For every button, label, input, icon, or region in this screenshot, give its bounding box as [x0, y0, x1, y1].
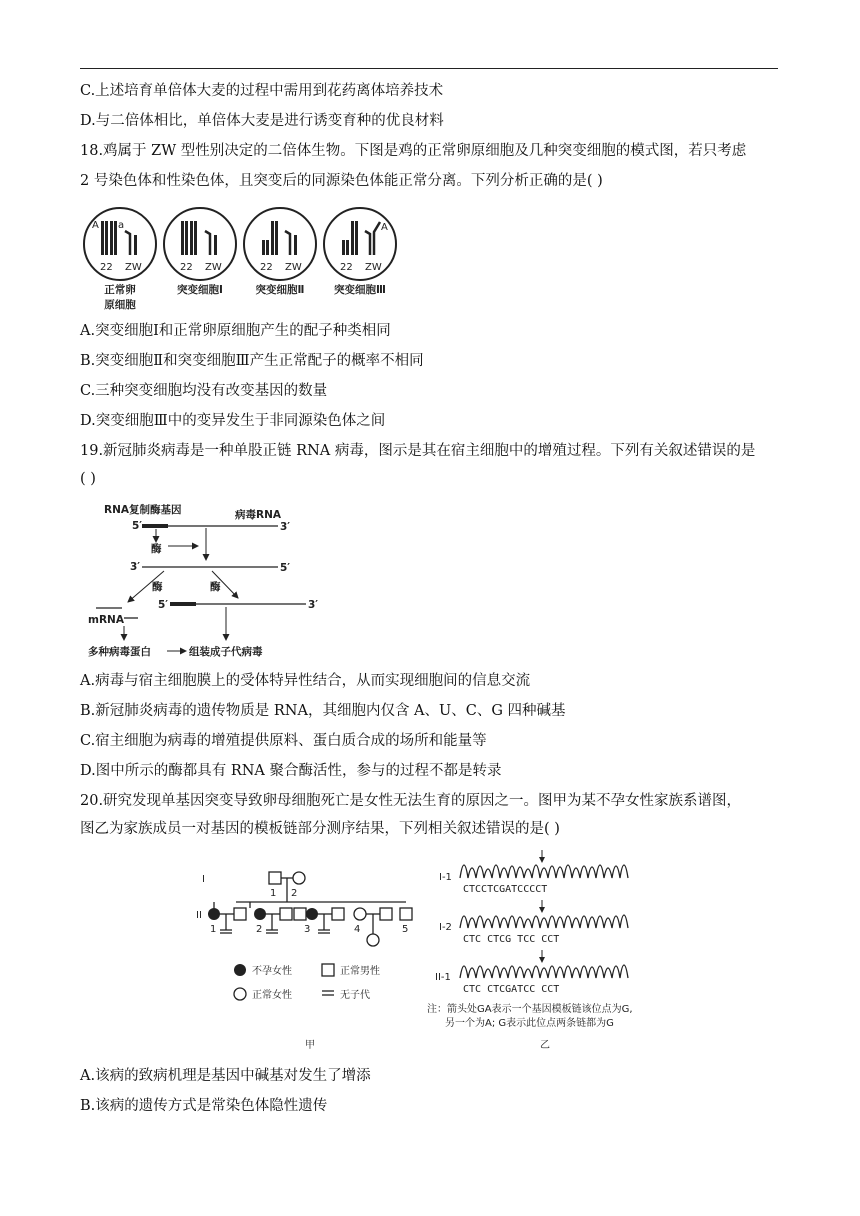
generation-II-label: II: [196, 910, 202, 921]
trace-I-2: [439, 900, 628, 945]
option-c-18: C.三种突变细胞均没有改变基因的数量: [80, 383, 328, 399]
figure-jia-label: 甲: [305, 1040, 315, 1051]
question-19-stem: 19.新冠肺炎病毒是一种单股正链 RNA 病毒，图示是其在宿主细胞中的增殖过程。下列有关叙述错误的是: [80, 443, 756, 459]
option-c-17: C.上述培育单倍体大麦的过程中需用到花药离体培养技术: [80, 83, 444, 99]
trace-label: I-1: [439, 872, 452, 883]
ind-num: 5: [402, 924, 409, 935]
end-5-label: 5′: [158, 599, 169, 611]
assemble-label: 组装成子代病毒: [189, 646, 263, 658]
option-a-18: A.突变细胞Ⅰ和正常卵原细胞产生的配子种类相同: [80, 323, 391, 339]
viral-proteins-label: 多种病毒蛋白: [88, 646, 151, 658]
end-3-label: 3′: [130, 561, 141, 573]
chrom-22-label: 22: [180, 262, 193, 273]
rna-replicase-gene-label: RNA复制酶基因: [104, 504, 182, 516]
ind-num: 2: [256, 924, 263, 935]
question-20-stem-cont: 图乙为家族成员一对基因的模板链部分测序结果，下列相关叙述错误的是( ): [80, 821, 560, 837]
question-20-stem: 20.研究发现单基因突变导致卵母细胞死亡是女性无法生育的原因之一。图甲为某不孕女性家族系谱图，: [80, 793, 742, 809]
cell-chromosome-figure: [80, 204, 410, 316]
end-5-label: 5′: [280, 562, 291, 574]
option-d-18: D.突变细胞Ⅲ中的变异发生于非同源染色体之间: [80, 413, 386, 429]
mrna-label: mRNA: [88, 614, 124, 626]
cell-mutant-3: [324, 208, 396, 280]
trace-I-1: [439, 850, 628, 895]
legend-no-offspring: 无子代: [340, 990, 370, 1001]
virus-rna-label: 病毒RNA: [235, 509, 281, 521]
option-a-20: A.该病的致病机理是基因中碱基对发生了增添: [80, 1068, 371, 1084]
chrom-zw-label: ZW: [365, 262, 382, 273]
option-c-19: C.宿主细胞为病毒的增殖提供原料、蛋白质合成的场所和能量等: [80, 733, 487, 749]
allele-A-label: A: [381, 222, 388, 233]
trace-sequence: CTC CTCG TCC CCT: [463, 934, 560, 945]
chrom-zw-label: ZW: [205, 262, 222, 273]
allele-A-label: A: [92, 220, 99, 231]
legend-normal-male: 正常男性: [340, 966, 380, 977]
legend-infertile-female: 不孕女性: [252, 966, 292, 977]
allele-a-label: a: [118, 220, 125, 231]
end-5-label: 5′: [132, 520, 143, 532]
enzyme-label: 酶: [152, 581, 163, 593]
enzyme-label: 酶: [210, 581, 221, 593]
cell-normal: [84, 208, 156, 280]
trace-label: I-2: [439, 922, 452, 933]
question-19-stem-cont: ( ): [80, 471, 96, 487]
option-b-20: B.该病的遗传方式是常染色体隐性遗传: [80, 1098, 328, 1114]
trace-note-1: 注：箭头处GA表示一个基因模板链该位点为G,: [427, 1004, 633, 1015]
option-b-18: B.突变细胞Ⅱ和突变细胞Ⅲ产生正常配子的概率不相同: [80, 353, 424, 369]
pedigree-chart: [190, 852, 420, 1052]
option-b-19: B.新冠肺炎病毒的遗传物质是 RNA，其细胞内仅含 A、U、C、G 四种碱基: [80, 703, 566, 719]
chrom-22-label: 22: [260, 262, 273, 273]
ind-num: 3: [304, 924, 311, 935]
option-d-19: D.图中所示的酶都具有 RNA 聚合酶活性，参与的过程不都是转录: [80, 763, 502, 779]
end-3-label: 3′: [280, 521, 291, 533]
question-18-stem-cont: 2 号染色体和性染色体，且突变后的同源染色体能正常分离。下列分析正确的是( ): [80, 173, 603, 189]
chrom-22-label: 22: [340, 262, 353, 273]
option-d-17: D.与二倍体相比，单倍体大麦是进行诱变育种的优良材料: [80, 113, 444, 129]
end-3-label: 3′: [308, 599, 319, 611]
enzyme-label: 酶: [151, 543, 162, 555]
cell-caption: 突变细胞Ⅱ: [255, 284, 305, 296]
legend-normal-female: 正常女性: [252, 990, 292, 1001]
cell-mutant-1: [164, 208, 236, 280]
chrom-22-label: 22: [100, 262, 113, 273]
trace-note-2: 另一个为A; G表示此位点两条链都为G: [445, 1018, 614, 1029]
generation-I-label: I: [202, 874, 205, 885]
chrom-zw-label: ZW: [285, 262, 302, 273]
ind-num: 1: [210, 924, 217, 935]
trace-label: II-1: [435, 972, 451, 983]
trace-II-1: [435, 950, 628, 995]
cell-caption: 突变细胞Ⅰ: [177, 284, 223, 296]
chrom-zw-label: ZW: [125, 262, 142, 273]
virus-replication-diagram: [80, 500, 340, 662]
cell-caption: 突变细胞Ⅲ: [334, 284, 386, 296]
ind-num: 1: [270, 888, 277, 899]
option-a-19: A.病毒与宿主细胞膜上的受体特异性结合，从而实现细胞间的信息交流: [80, 673, 531, 689]
cell-mutant-2: [244, 208, 316, 280]
trace-sequence: CTCCTCGATCCCCT: [463, 884, 548, 895]
figure-yi-label: 乙: [540, 1040, 550, 1050]
ind-num: 2: [291, 888, 298, 899]
question-18-stem: 18.鸡属于 ZW 型性别决定的二倍体生物。下图是鸡的正常卵原细胞及几种突变细胞的模式图，若只考虑: [80, 143, 747, 159]
cell-caption: 正常卵: [104, 284, 136, 296]
sequencing-traces: [425, 850, 655, 1050]
cell-caption: 原细胞: [104, 299, 136, 311]
trace-sequence: CTC CTCGATCC CCT: [463, 984, 560, 995]
header-rule: [80, 68, 778, 69]
ind-num: 4: [354, 924, 361, 935]
